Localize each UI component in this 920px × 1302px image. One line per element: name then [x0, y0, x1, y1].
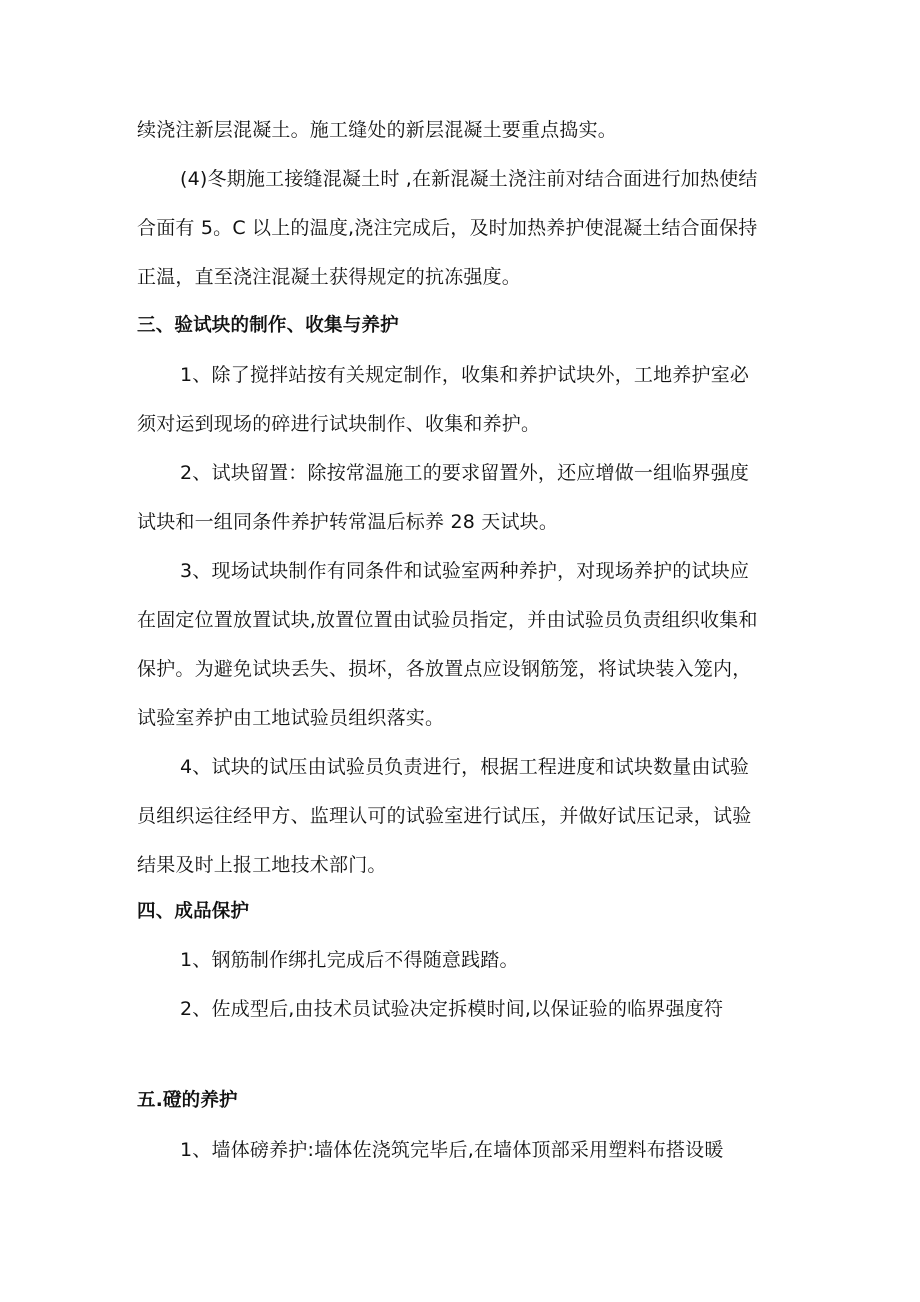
section-heading: 三、验试块的制作、收集与养护	[137, 315, 399, 336]
text-line: 1、墙体磅养护:墙体佐浇筑完毕后,在墙体顶部采用塑料布搭设暖	[180, 1139, 724, 1161]
text-line: 试验室养护由工地试验员组织落实。	[137, 707, 445, 729]
section-heading: 四、成品保护	[137, 901, 250, 922]
text-line: (4)冬期施工接缝混凝土时 ,在新混凝土浇注前对结合面进行加热使结	[180, 168, 758, 190]
text-line: 合面有 5。C 以上的温度,浇注完成后，及时加热养护使混凝土结合面保持	[137, 217, 758, 239]
text-line: 正温，直至浇注混凝土获得规定的抗冻强度。	[137, 266, 522, 288]
text-line: 员组织运往经甲方、监理认可的试验室进行试压，并做好试压记录，试验	[137, 805, 752, 827]
section-heading: 五.磴的养护	[137, 1090, 238, 1111]
text-line: 在固定位置放置试块,放置位置由试验员指定，并由试验员负责组织收集和	[137, 609, 758, 631]
text-line: 试块和一组同条件养护转常温后标养 28 天试块。	[137, 511, 559, 533]
text-line: 3、现场试块制作有同条件和试验室两种养护，对现场养护的试块应	[180, 560, 750, 582]
text-line: 2、佐成型后,由技术员试验决定拆模时间,以保证验的临界强度符	[180, 998, 724, 1020]
text-line: 1、除了搅拌站按有关规定制作，收集和养护试块外，工地养护室必	[180, 364, 750, 386]
text-line: 结果及时上报工地技术部门。	[137, 854, 387, 876]
text-line: 须对运到现场的碎进行试块制作、收集和养护。	[137, 413, 541, 435]
text-line: 续浇注新层混凝土。施工缝处的新层混凝土要重点捣实。	[137, 119, 618, 141]
text-line: 2、试块留置：除按常温施工的要求留置外，还应增做一组临界强度	[180, 462, 750, 484]
text-line: 4、试块的试压由试验员负责进行，根据工程进度和试块数量由试验	[180, 756, 750, 778]
text-line: 保护。为避免试块丢失、损坏，各放置点应设钢筋笼，将试块装入笼内，	[137, 658, 752, 680]
text-line: 1、钢筋制作绑扎完成后不得随意践踏。	[180, 949, 519, 971]
